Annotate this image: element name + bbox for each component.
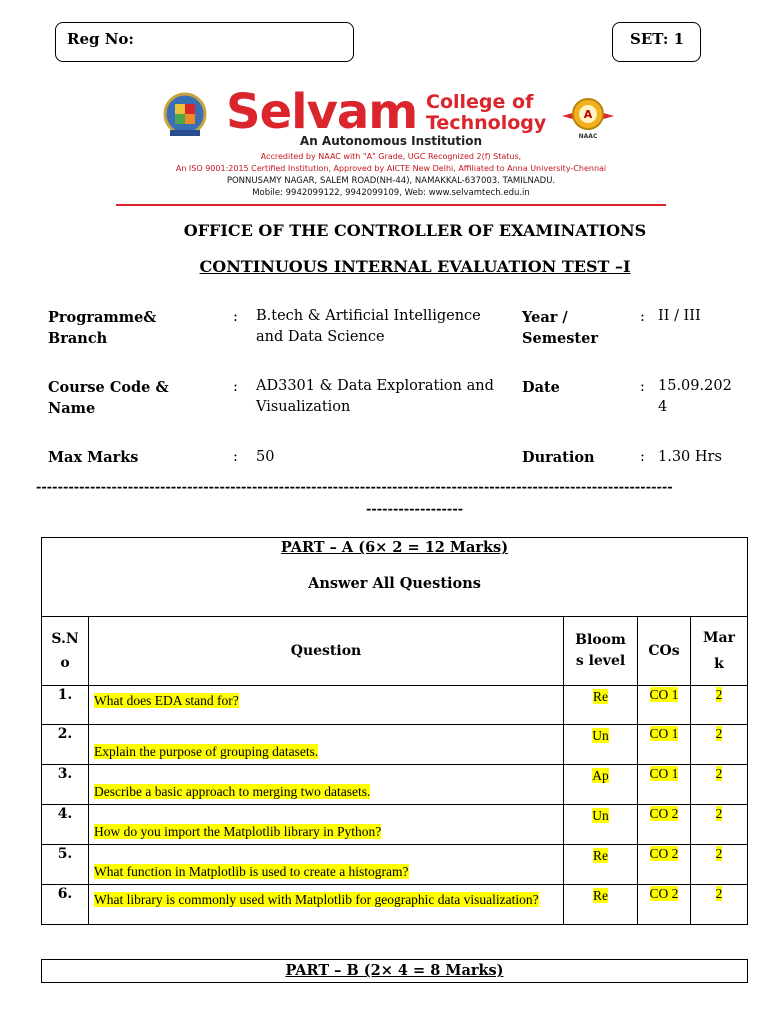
naac-badge-icon [562,92,614,140]
bloom-level [564,765,638,805]
brand-line-2: Technology [426,112,547,134]
question-text [89,845,564,885]
mark-value [691,725,748,765]
question-number-text: 1. [57,687,73,703]
accreditation-line-2: An ISO 9001:2015 Certified Institution, Approved by AICTE New Delhi, Affiliated to Anna University-Chennai [175,164,607,173]
question-number [42,686,89,725]
mark-value-text: 2 [715,766,723,781]
naac-grade: A [583,108,593,121]
address-block [116,175,666,199]
set-label: SET: 1 [630,30,685,48]
year-label [522,307,598,349]
bloom-level [564,845,638,885]
bloom-level [564,686,638,725]
bloom-level-text: Re [593,888,608,903]
course-label-line-1: Course Code & [48,379,169,396]
question-text-text: Describe a basic approach to merging two datasets. [94,784,371,799]
mark-value-text: 2 [715,846,723,861]
bloom-level-text: Ap [592,768,609,783]
question-text [89,686,564,725]
course-outcome [638,805,691,845]
tagline: An Autonomous Institution [299,134,483,148]
sno-header-line-1: S.N [51,631,79,647]
bloom-header-line-2: s level [575,653,626,669]
accreditation-line-1: Accredited by NAAC with "A" Grade, UGC Recognized 2(f) Status, [260,152,522,161]
naac-label: NAAC [578,133,598,140]
contact: Mobile: 9942099122, 9942099109, Web: www.selvamtech.edu.in [252,188,530,198]
course-outcome-text: CO 2 [649,886,679,901]
question-row [42,845,748,885]
part-a-table [41,537,748,925]
course-value [256,376,494,418]
max-marks-label: Max Marks [48,449,139,466]
office-heading: OFFICE OF THE CONTROLLER OF EXAMINATIONS [183,221,647,240]
mark-value [691,885,748,925]
programme-value-line-2: and Data Science [256,329,385,345]
reg-no-box [55,22,354,62]
address: PONNUSAMY NAGAR, SALEM ROAD(NH-44), NAMAKKAL-637003. TAMILNADU. [226,176,556,186]
college-logo-banner [116,82,666,206]
mark-value-text: 2 [715,687,723,702]
date-value-line-2: 4 [658,399,668,415]
test-heading: CONTINUOUS INTERNAL EVALUATION TEST –I [199,257,631,276]
course-value-line-2: Visualization [256,399,351,415]
programme-label [48,307,156,349]
programme-label-line-1: Programme& [48,309,157,326]
course-label-line-2: Name [48,400,96,417]
course-outcome [638,686,691,725]
bloom-level-text: Re [593,848,608,863]
part-a-header-cell [42,538,748,617]
separator-line-continued: ------------------ [366,502,464,517]
question-text [89,805,564,845]
max-marks-colon: : [233,449,238,465]
accreditation [116,151,666,175]
mark-value [691,805,748,845]
year-value: II / III [658,308,701,324]
bloom-level-text: Un [592,808,609,823]
brand-name: Selvam [226,84,418,140]
bloom-level-text: Un [592,728,609,743]
programme-label-line-2: Branch [48,330,108,347]
course-outcome-text: CO 1 [649,687,679,702]
sno-header-line-2: o [60,655,70,671]
bloom-level [564,805,638,845]
question-row [42,885,748,925]
mark-value-text: 2 [715,806,723,821]
part-a-instruction: Answer All Questions [308,575,481,592]
bloom-level-text: Re [593,689,608,704]
mark-value-text: 2 [715,886,723,901]
question-text-text: How do you import the Matplotlib library in Python? [94,824,382,839]
question-row [42,725,748,765]
reg-no-label: Reg No: [67,30,134,48]
date-colon: : [640,379,645,395]
question-row [42,686,748,725]
programme-value-line-1: B.tech & Artificial Intelligence [256,308,481,324]
question-number [42,765,89,805]
question-number [42,805,89,845]
course-outcome-text: CO 1 [649,766,679,781]
course-value-line-1: AD3301 & Data Exploration and [256,378,494,394]
mark-header [691,617,748,686]
brand-subtitle [426,92,546,134]
course-outcome-text: CO 2 [649,806,679,821]
question-number-text: 3. [57,766,73,782]
part-a-title: PART – A (6× 2 = 12 Marks) [280,539,509,556]
mark-value [691,845,748,885]
date-label: Date [522,379,560,396]
course-outcome [638,885,691,925]
mark-header-line-2: k [714,656,724,672]
duration-value: 1.30 Hrs [658,449,722,465]
bloom-level [564,725,638,765]
date-value-line-1: 15.09.202 [658,378,732,394]
course-label [48,377,169,419]
date-value [658,376,732,418]
question-row [42,805,748,845]
course-outcome-text: CO 1 [649,726,679,741]
college-emblem-icon [162,92,208,138]
question-text [89,885,564,925]
year-colon: : [640,309,645,325]
question-number-text: 4. [57,806,73,822]
course-outcome [638,725,691,765]
question-text [89,765,564,805]
duration-colon: : [640,449,645,465]
column-header-row [42,617,748,686]
question-text-text: What library is commonly used with Matplotlib for geographic data visualization? [94,892,539,907]
question-text-text: What does EDA stand for? [94,693,239,708]
question-number-text: 2. [57,726,73,742]
cos-header: COs [638,617,691,686]
mark-header-line-1: Mar [703,630,735,646]
question-rows [42,686,748,925]
mark-value-text: 2 [715,726,723,741]
part-a-header-row [42,538,748,617]
question-text-text: What function in Matplotlib is used to create a histogram? [94,864,409,879]
question-number-text: 6. [57,886,73,902]
bloom-level [564,885,638,925]
sno-header [42,617,89,686]
bloom-header [564,617,638,686]
mark-value [691,686,748,725]
brand-line-1: College of [426,91,534,113]
separator-line: ---------------------------------------------------------------------------------------------------------------------- [36,480,673,495]
question-text [89,725,564,765]
year-label-line-1: Year / [522,309,568,326]
question-number [42,725,89,765]
programme-colon: : [233,309,238,325]
set-box [612,22,701,62]
year-label-line-2: Semester [522,330,598,347]
question-text-text: Explain the purpose of grouping datasets. [94,744,319,759]
question-number [42,885,89,925]
question-number [42,845,89,885]
duration-label: Duration [522,449,595,466]
max-marks-value: 50 [256,449,275,465]
course-outcome-text: CO 2 [649,846,679,861]
programme-value [256,306,481,348]
course-outcome [638,765,691,805]
part-b-title: PART – B (2× 4 = 8 Marks) [41,959,748,983]
question-header: Question [89,617,564,686]
mark-value [691,765,748,805]
bloom-header-line-1: Bloom [575,632,626,648]
course-outcome [638,845,691,885]
course-colon: : [233,379,238,395]
question-row [42,765,748,805]
question-number-text: 5. [57,846,73,862]
